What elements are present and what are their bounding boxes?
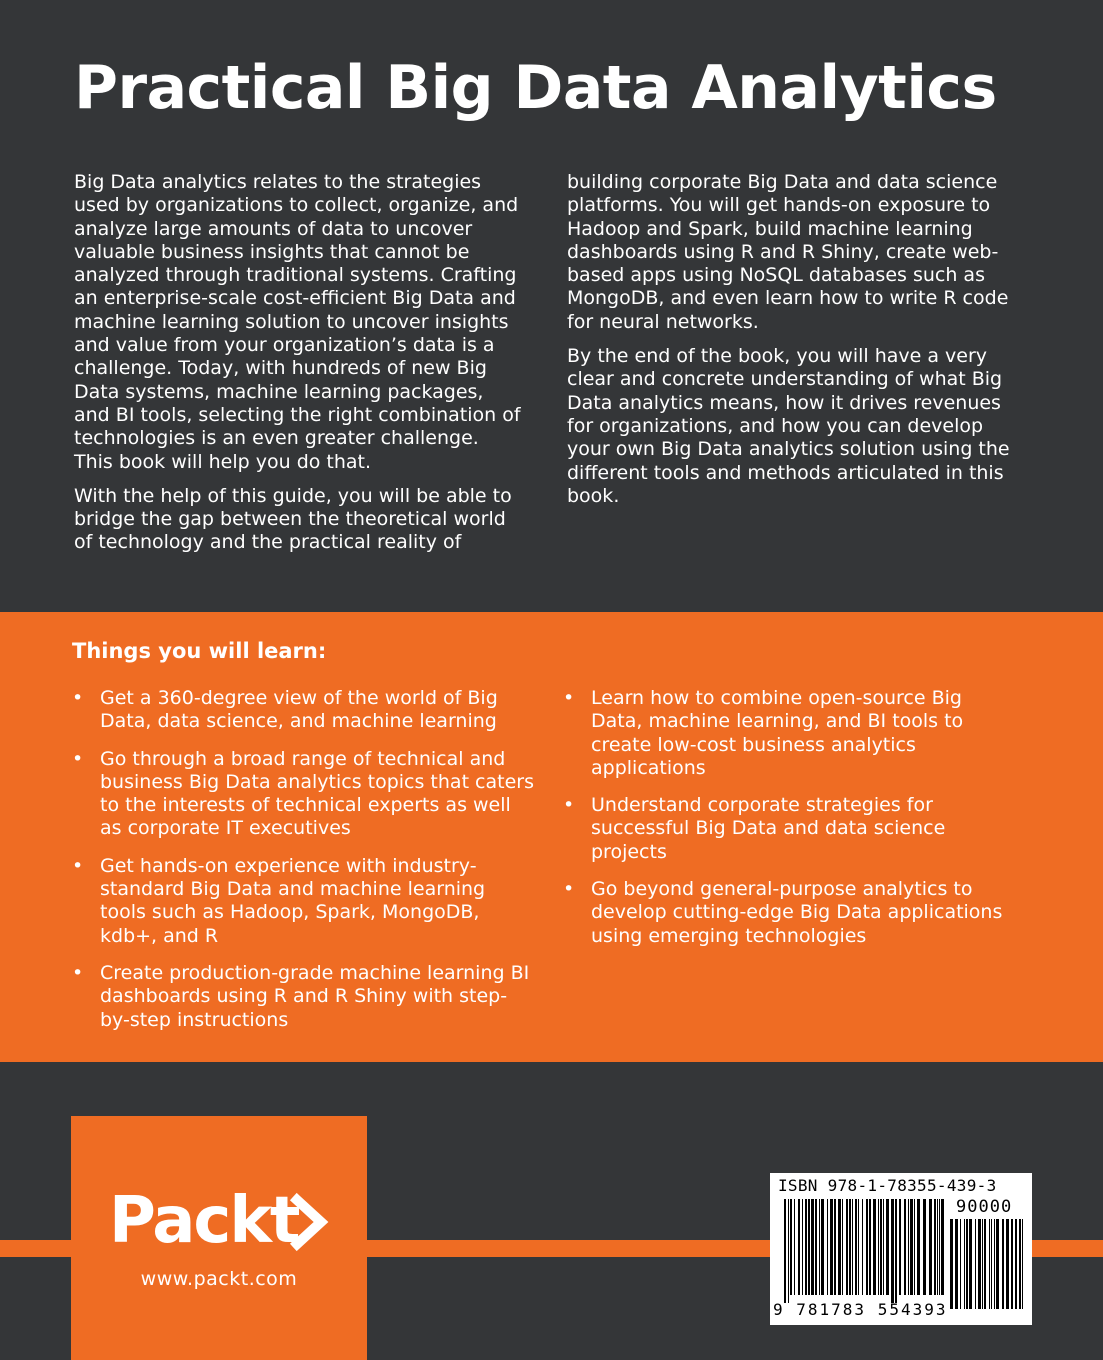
learn-item — [72, 687, 534, 734]
barcode-bar — [904, 1199, 906, 1295]
barcode-bar — [982, 1219, 983, 1309]
learn-item — [72, 748, 534, 841]
barcode-bar — [891, 1199, 894, 1303]
publisher-logo-box — [71, 1116, 367, 1360]
barcode-bar — [991, 1219, 992, 1309]
bullet-icon: • — [72, 747, 84, 770]
barcode-bar — [834, 1199, 836, 1295]
isbn-text: ISBN 978-1-78355-439-3 — [778, 1176, 997, 1195]
barcode-bar — [880, 1199, 882, 1295]
barcode-bar — [950, 1219, 953, 1309]
barcode-bar — [830, 1199, 833, 1295]
price-code: 90000 — [956, 1197, 1013, 1217]
learn-item — [563, 878, 1013, 948]
learn-list-left — [72, 687, 534, 1046]
barcode-bar — [908, 1199, 909, 1295]
learn-list-right — [563, 687, 1013, 962]
barcode-bar — [975, 1219, 976, 1309]
learn-item-text: Create production-grade machine learning BI dashboards using R and R Shiny with step-by-step instructions — [100, 961, 530, 1031]
barcode-bar — [996, 1219, 999, 1309]
barcode-bar — [866, 1199, 868, 1295]
addon-barcode-bars — [950, 1219, 1026, 1317]
barcode-bar — [846, 1199, 848, 1295]
bullet-icon: • — [563, 878, 575, 901]
barcode-bar — [784, 1199, 786, 1303]
barcode-bar — [862, 1199, 863, 1295]
barcode-bar — [838, 1199, 841, 1295]
description-paragraph: building corporate Big Data and data science platforms. You will get hands-on exposure to Hadoop and Spark, build machine learning dashboards using R and R Shiny, create web-based apps using NoSQL databases such as MongoDB, and even learn how to write R code for neural networks. — [567, 171, 1009, 333]
barcode-bar — [869, 1199, 871, 1295]
barcode-bar — [994, 1219, 995, 1309]
bullet-icon: • — [563, 794, 575, 817]
learn-item-text: Go beyond general-purpose analytics to develop cutting-edge Big Data applications using emerging technologies — [591, 878, 1003, 947]
barcode-bar — [941, 1199, 944, 1295]
barcode-bar — [899, 1199, 901, 1295]
description-right-column — [567, 171, 1015, 519]
barcode-bar — [960, 1219, 961, 1309]
barcode-bar — [808, 1199, 810, 1295]
bullet-icon: • — [72, 854, 84, 877]
barcode-bar — [984, 1219, 986, 1309]
packt-chevron-icon — [297, 1200, 321, 1244]
description-paragraph: With the help of this guide, you will be able to bridge the gap between the theoretical world of technology and the practical reality of — [74, 484, 512, 554]
bullet-icon: • — [72, 961, 84, 984]
barcode-bar — [873, 1199, 876, 1295]
barcode-bar — [858, 1199, 859, 1295]
barcode-bar — [955, 1219, 958, 1309]
learn-heading: Things you will learn: — [72, 639, 327, 663]
barcode-bar — [827, 1199, 828, 1295]
barcode-bar — [790, 1199, 792, 1295]
barcode-bar — [989, 1219, 990, 1309]
learn-item — [72, 962, 534, 1032]
bullet-icon: • — [563, 687, 575, 709]
barcode-bar — [917, 1199, 920, 1295]
packt-logo — [109, 1184, 331, 1256]
barcode-bar — [811, 1199, 814, 1295]
ean-digits: 9 781783 554393 — [773, 1300, 948, 1319]
barcode-bar — [802, 1199, 803, 1295]
barcode-bar — [849, 1199, 851, 1295]
barcode-bar — [821, 1199, 824, 1295]
learn-item — [563, 687, 1013, 780]
barcode-bar — [1019, 1219, 1021, 1309]
barcode-bar — [969, 1219, 972, 1309]
learn-item-text: Understand corporate strategies for successful Big Data and data science projects — [591, 794, 946, 863]
packt-logo-wordmark: Packt — [109, 1184, 299, 1256]
isbn-barcode — [770, 1173, 1032, 1325]
barcode-bar — [1022, 1219, 1023, 1309]
barcode-bar — [855, 1199, 857, 1295]
learn-item-text: Get hands-on experience with industry-standard Big Data and machine learning tools such as Hadoop, Spark, MongoDB, kdb+, and R — [100, 854, 486, 947]
description-paragraph: By the end of the book, you will have a very clear and concrete understanding of what Big Data analytics means, how it drives revenues for organizations, and how you can develop your own Big Data analytics solution using the different tools and methods articulated in this book. — [567, 345, 1010, 507]
barcode-bar — [934, 1199, 936, 1295]
barcode-bar — [805, 1199, 807, 1295]
barcode-bar — [910, 1199, 913, 1295]
barcode-bar — [878, 1199, 879, 1295]
learn-item — [72, 855, 534, 948]
learn-item-text: Go through a broad range of technical and business Big Data analytics topics that caters to the interests of technical experts as well as corporate IT executives — [100, 747, 534, 840]
bullet-icon: • — [72, 687, 84, 709]
barcode-bar — [883, 1199, 884, 1295]
description-paragraph: Big Data analytics relates to the strategies used by organizations to collect, organize, and analyze large amounts of data to uncover valuable business insights that cannot be analyzed through traditional systems. Crafting an enterprise-scale cost-efficient Big Data and machine learning solution to uncover insights and value from your organization’s data is a challenge. Today, with hundreds of new Big Data systems, machine learning packages, and BI tools, selecting the right combination of technologies is an even greater challenge. This book will help you do that. — [74, 171, 521, 473]
barcode-bar — [964, 1219, 965, 1309]
learn-item — [563, 794, 1013, 864]
barcode-bar — [794, 1199, 795, 1295]
barcode-bar — [1002, 1219, 1004, 1309]
book-title: Practical Big Data Analytics — [74, 53, 997, 123]
barcode-bar — [1006, 1219, 1009, 1309]
barcode-bar — [939, 1199, 940, 1295]
barcode-bar — [914, 1199, 915, 1295]
barcode-bars — [784, 1199, 946, 1303]
barcode-bar — [937, 1199, 938, 1295]
barcode-bar — [815, 1199, 817, 1295]
barcode-bar — [1015, 1219, 1017, 1309]
barcode-bar — [842, 1199, 843, 1295]
barcode-bar — [923, 1199, 926, 1295]
description-left-column — [74, 171, 522, 566]
learn-item-text: Learn how to combine open-source Big Data, machine learning, and BI tools to create low-cost business analytics applications — [591, 687, 964, 779]
barcode-bar — [819, 1199, 820, 1295]
barcode-bar — [966, 1219, 968, 1309]
barcode-bar — [852, 1199, 853, 1295]
barcode-bar — [1011, 1219, 1013, 1309]
learn-item-text: Get a 360-degree view of the world of Big Data, data science, and machine learning — [100, 687, 498, 733]
barcode-bar — [895, 1199, 897, 1303]
barcode-bar — [788, 1199, 789, 1303]
barcode-bar — [978, 1219, 981, 1309]
publisher-url: www.packt.com — [140, 1268, 298, 1290]
barcode-bar — [929, 1199, 932, 1295]
barcode-bar — [886, 1199, 889, 1295]
barcode-bar — [798, 1199, 800, 1295]
